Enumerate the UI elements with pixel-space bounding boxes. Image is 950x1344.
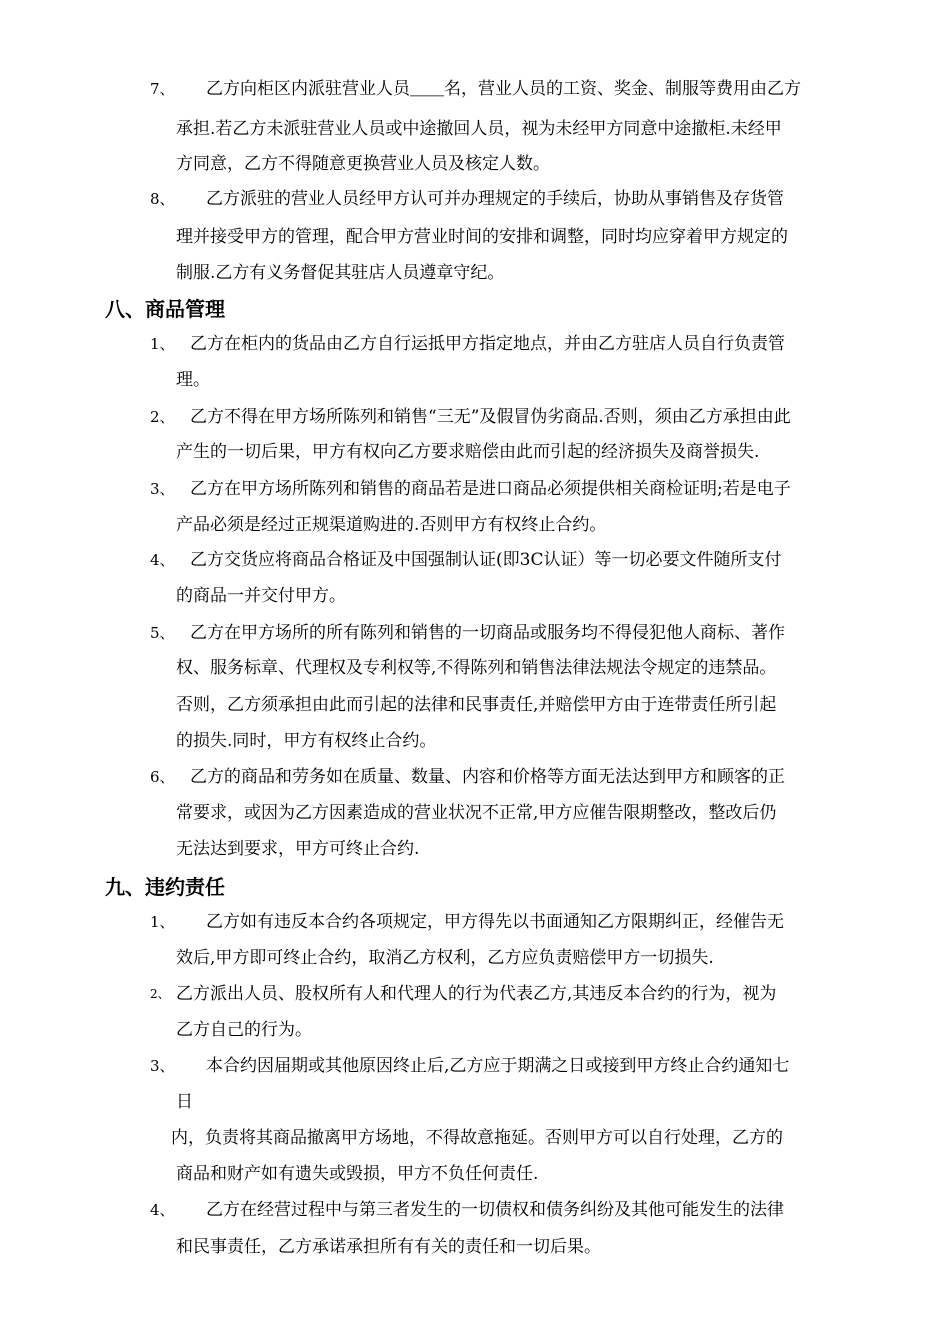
clause-line: 乙方在甲方场所陈列和销售的商品若是进口商品必须提供相关商检证明;若是电子 xyxy=(190,479,791,499)
clause-number: 3、 xyxy=(150,480,175,498)
clause-number: 2、 xyxy=(150,987,170,1001)
clause-number: 7、 xyxy=(150,80,175,98)
clause-line: 内，负责将其商品撤离甲方场地，不得故意拖延。否则甲方可以自行处理，乙方的 xyxy=(171,1128,783,1148)
section-heading-goods-management: 八、商品管理 xyxy=(105,297,225,321)
clause-number: 4、 xyxy=(150,551,175,569)
clause-number: 5、 xyxy=(150,624,175,642)
clause-line: 乙方派驻的营业人员经甲方认可并办理规定的手续后，协助从事销售及存货管 xyxy=(206,189,784,209)
section-heading-breach-liability: 九、违约责任 xyxy=(105,875,225,899)
clause-line: 乙方在经营过程中与第三者发生的一切债权和债务纠纷及其他可能发生的法律 xyxy=(206,1200,784,1220)
clause-line: 日 xyxy=(176,1092,193,1112)
clause-line: 理。 xyxy=(176,370,210,390)
clause-line: 的商品一并交付甲方。 xyxy=(176,586,346,606)
clause-line: 乙方不得在甲方场所陈列和销售“三无”及假冒伪劣商品.否则，须由乙方承担由此 xyxy=(190,407,791,427)
clause-line: 承担.若乙方未派驻营业人员或中途撤回人员，视为未经甲方同意中途撤柜.未经甲 xyxy=(176,119,782,139)
clause-line: 理并接受甲方的管理，配合甲方营业时间的安排和调整，同时均应穿着甲方规定的 xyxy=(176,227,788,247)
clause-line: 权、服务标章、代理权及专利权等,不得陈列和销售法律法规法令规定的违禁品。 xyxy=(176,658,777,678)
clause-line: 本合约因届期或其他原因终止后,乙方应于期满之日或接到甲方终止合约通知七 xyxy=(206,1056,790,1076)
clause-line: 否则，乙方须承担由此而引起的法律和民事责任,并赔偿甲方由于连带责任所引起 xyxy=(176,695,777,715)
clause-line: 产生的一切后果，甲方有权向乙方要求赔偿由此而引起的经济损失及商誉损失. xyxy=(176,442,760,462)
clause-number: 6、 xyxy=(150,768,175,786)
clause-line: 产品必须是经过正规渠道购进的.否则甲方有权终止合约。 xyxy=(176,515,607,535)
clause-line: 效后,甲方即可终止合约，取消乙方权利，乙方应负责赔偿甲方一切损失. xyxy=(176,948,714,968)
clause-number: 1、 xyxy=(150,913,175,931)
clause-line: 常要求，或因为乙方因素造成的营业状况不正常,甲方应催告限期整改，整改后仍 xyxy=(176,803,777,823)
clause-line: 乙方的商品和劳务如在质量、数量、内容和价格等方面无法达到甲方和顾客的正 xyxy=(190,767,785,787)
clause-line: 乙方如有违反本合约各项规定，甲方得先以书面通知乙方限期纠正，经催告无 xyxy=(206,912,784,932)
clause-line: 的损失.同时，甲方有权终止合约。 xyxy=(176,731,437,751)
clause-line: 和民事责任，乙方承诺承担所有有关的责任和一切后果。 xyxy=(176,1237,601,1257)
clause-number: 3、 xyxy=(150,1057,175,1075)
clause-line: 乙方在柜内的货品由乙方自行运抵甲方指定地点，并由乙方驻店人员自行负责管 xyxy=(190,334,785,354)
clause-line: 乙方自己的行为。 xyxy=(176,1020,312,1040)
clause-number: 2、 xyxy=(150,408,175,426)
clause-line: 乙方派出人员、股权所有人和代理人的行为代表乙方,其违反本合约的行为，视为 xyxy=(176,984,777,1004)
clause-line: 乙方向柜区内派驻营业人员＿＿名，营业人员的工资、奖金、制服等费用由乙方 xyxy=(206,79,801,99)
clause-line: 乙方在甲方场所的所有陈列和销售的一切商品或服务均不得侵犯他人商标、著作 xyxy=(190,623,785,643)
clause-number: 4、 xyxy=(150,1201,175,1219)
clause-line: 制服.乙方有义务督促其驻店人员遵章守纪。 xyxy=(176,263,505,283)
clause-number: 1、 xyxy=(150,335,175,353)
clause-line: 商品和财产如有遗失或毁损，甲方不负任何责任. xyxy=(176,1164,539,1184)
clause-line: 乙方交货应将商品合格证及中国强制认证(即3C认证）等一切必要文件随所支付 xyxy=(190,550,782,570)
clause-line: 无法达到要求，甲方可终止合约. xyxy=(176,839,420,859)
clause-line: 方同意，乙方不得随意更换营业人员及核定人数。 xyxy=(176,154,550,174)
clause-number: 8、 xyxy=(150,190,175,208)
